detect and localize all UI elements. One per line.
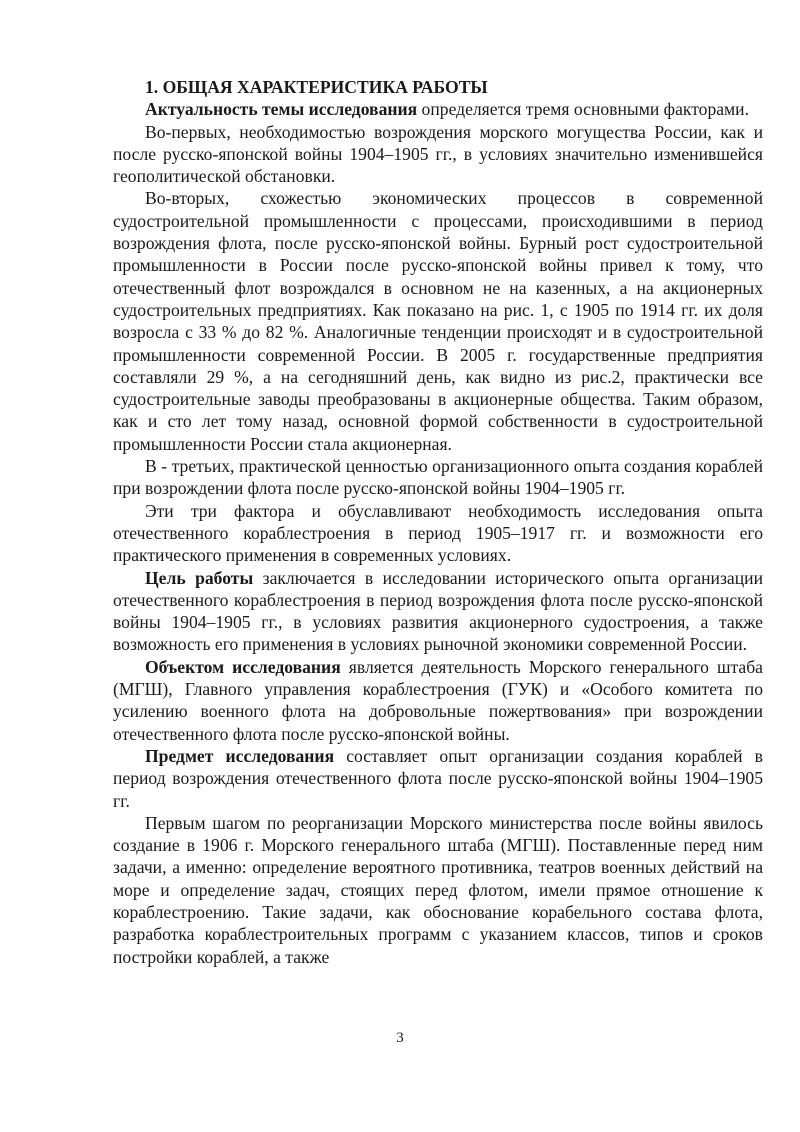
paragraph-object bbox=[113, 656, 763, 745]
paragraph-first-step: Первым шагом по реорганизации Морского министерства после войны явилось создание в 1906 г. Морского генерального штаба (МГШ). Поставленные перед ним задачи, а именно: определение вероятного противника, театров военных действий на море и определение задач, стоящих перед флотом, имели прямое отношение к кораблестроению. Такие задачи, как обоснование корабельного состава флота, разработка кораблестроительных программ с указанием классов, типов и сроков постройки кораблей, а также bbox=[113, 812, 763, 967]
paragraph-text: определяется тремя основными факторами. bbox=[417, 99, 749, 120]
paragraph-second-factor: Во-вторых, схожестью экономических процессов в современной судостроительной промышленности с процессами, происходившими в период возрождения флота, после русско-японской войны. Бурный рост судостроительной промышленности в России после русско-японской войны привел к тому, что отечественный флот возрождался в основном не на казенных, а на акционерных судостроительных предприятиях. Как показано на рис. 1, с 1905 по 1914 гг. их доля возросла с 33 % до 82 %. Аналогичные тенденции происходят и в судостроительной промышленности современной России. В 2005 г. государственные предприятия составляли 29 %, а на сегодняшний день, как видно из рис.2, практически все судостроительные заводы преобразованы в акционерные общества. Таким образом, как и сто лет тому назад, основной формой собственности в судостроительной промышленности России стала акционерная. bbox=[113, 188, 763, 454]
paragraph-subject bbox=[113, 745, 763, 812]
paragraph-text: заключается в исследовании исторического опыта организации отечественного кораблестроения в период возрождения флота после русско-японской войны 1904–1905 гг., в условиях развития акционерного судостроения, а также возможность его применения в условиях рыночной экономики современной России. bbox=[113, 567, 763, 655]
paragraph-lead: Цель работы bbox=[145, 567, 254, 588]
paragraph-first-factor: Во-первых, необходимостью возрождения морского могущества России, как и после русско-японской войны 1904–1905 гг., в условиях значительно изменившейся геополитической обстановки. bbox=[113, 121, 763, 187]
paragraph-lead: Предмет исследования bbox=[145, 745, 335, 766]
page-number: 3 bbox=[396, 1030, 404, 1046]
paragraph-relevance bbox=[113, 98, 763, 120]
section-heading: 1. ОБЩАЯ ХАРАКТЕРИСТИКА РАБОТЫ bbox=[145, 77, 488, 97]
paragraph-factors-summary: Эти три фактора и обуславливают необходимость исследования опыта отечественного кораблестроения в период 1905–1917 гг. и возможности его практического применения в современных условиях. bbox=[113, 500, 763, 566]
paragraph-third-factor: В - третьих, практической ценностью организационного опыта создания кораблей при возрождении флота после русско-японской войны 1904–1905 гг. bbox=[113, 456, 763, 499]
paragraph-lead: Объектом исследования bbox=[145, 656, 341, 677]
paragraph-goal bbox=[113, 567, 763, 656]
paragraph-lead: Актуальность темы исследования bbox=[145, 99, 418, 120]
paragraph-text: составляет опыт организации создания кораблей в период возрождения отечественного флота после русско-японской войны 1904–1905 гг. bbox=[113, 745, 763, 811]
paragraph-text: является деятельность Морского генерального штаба (МГШ), Главного управления кораблестроения (ГУК) и «Особого комитета по усилению военного флота на добровольные пожертвования» при возрождении отечественного флота после русско-японской войны. bbox=[113, 656, 763, 744]
page-content bbox=[113, 76, 763, 968]
